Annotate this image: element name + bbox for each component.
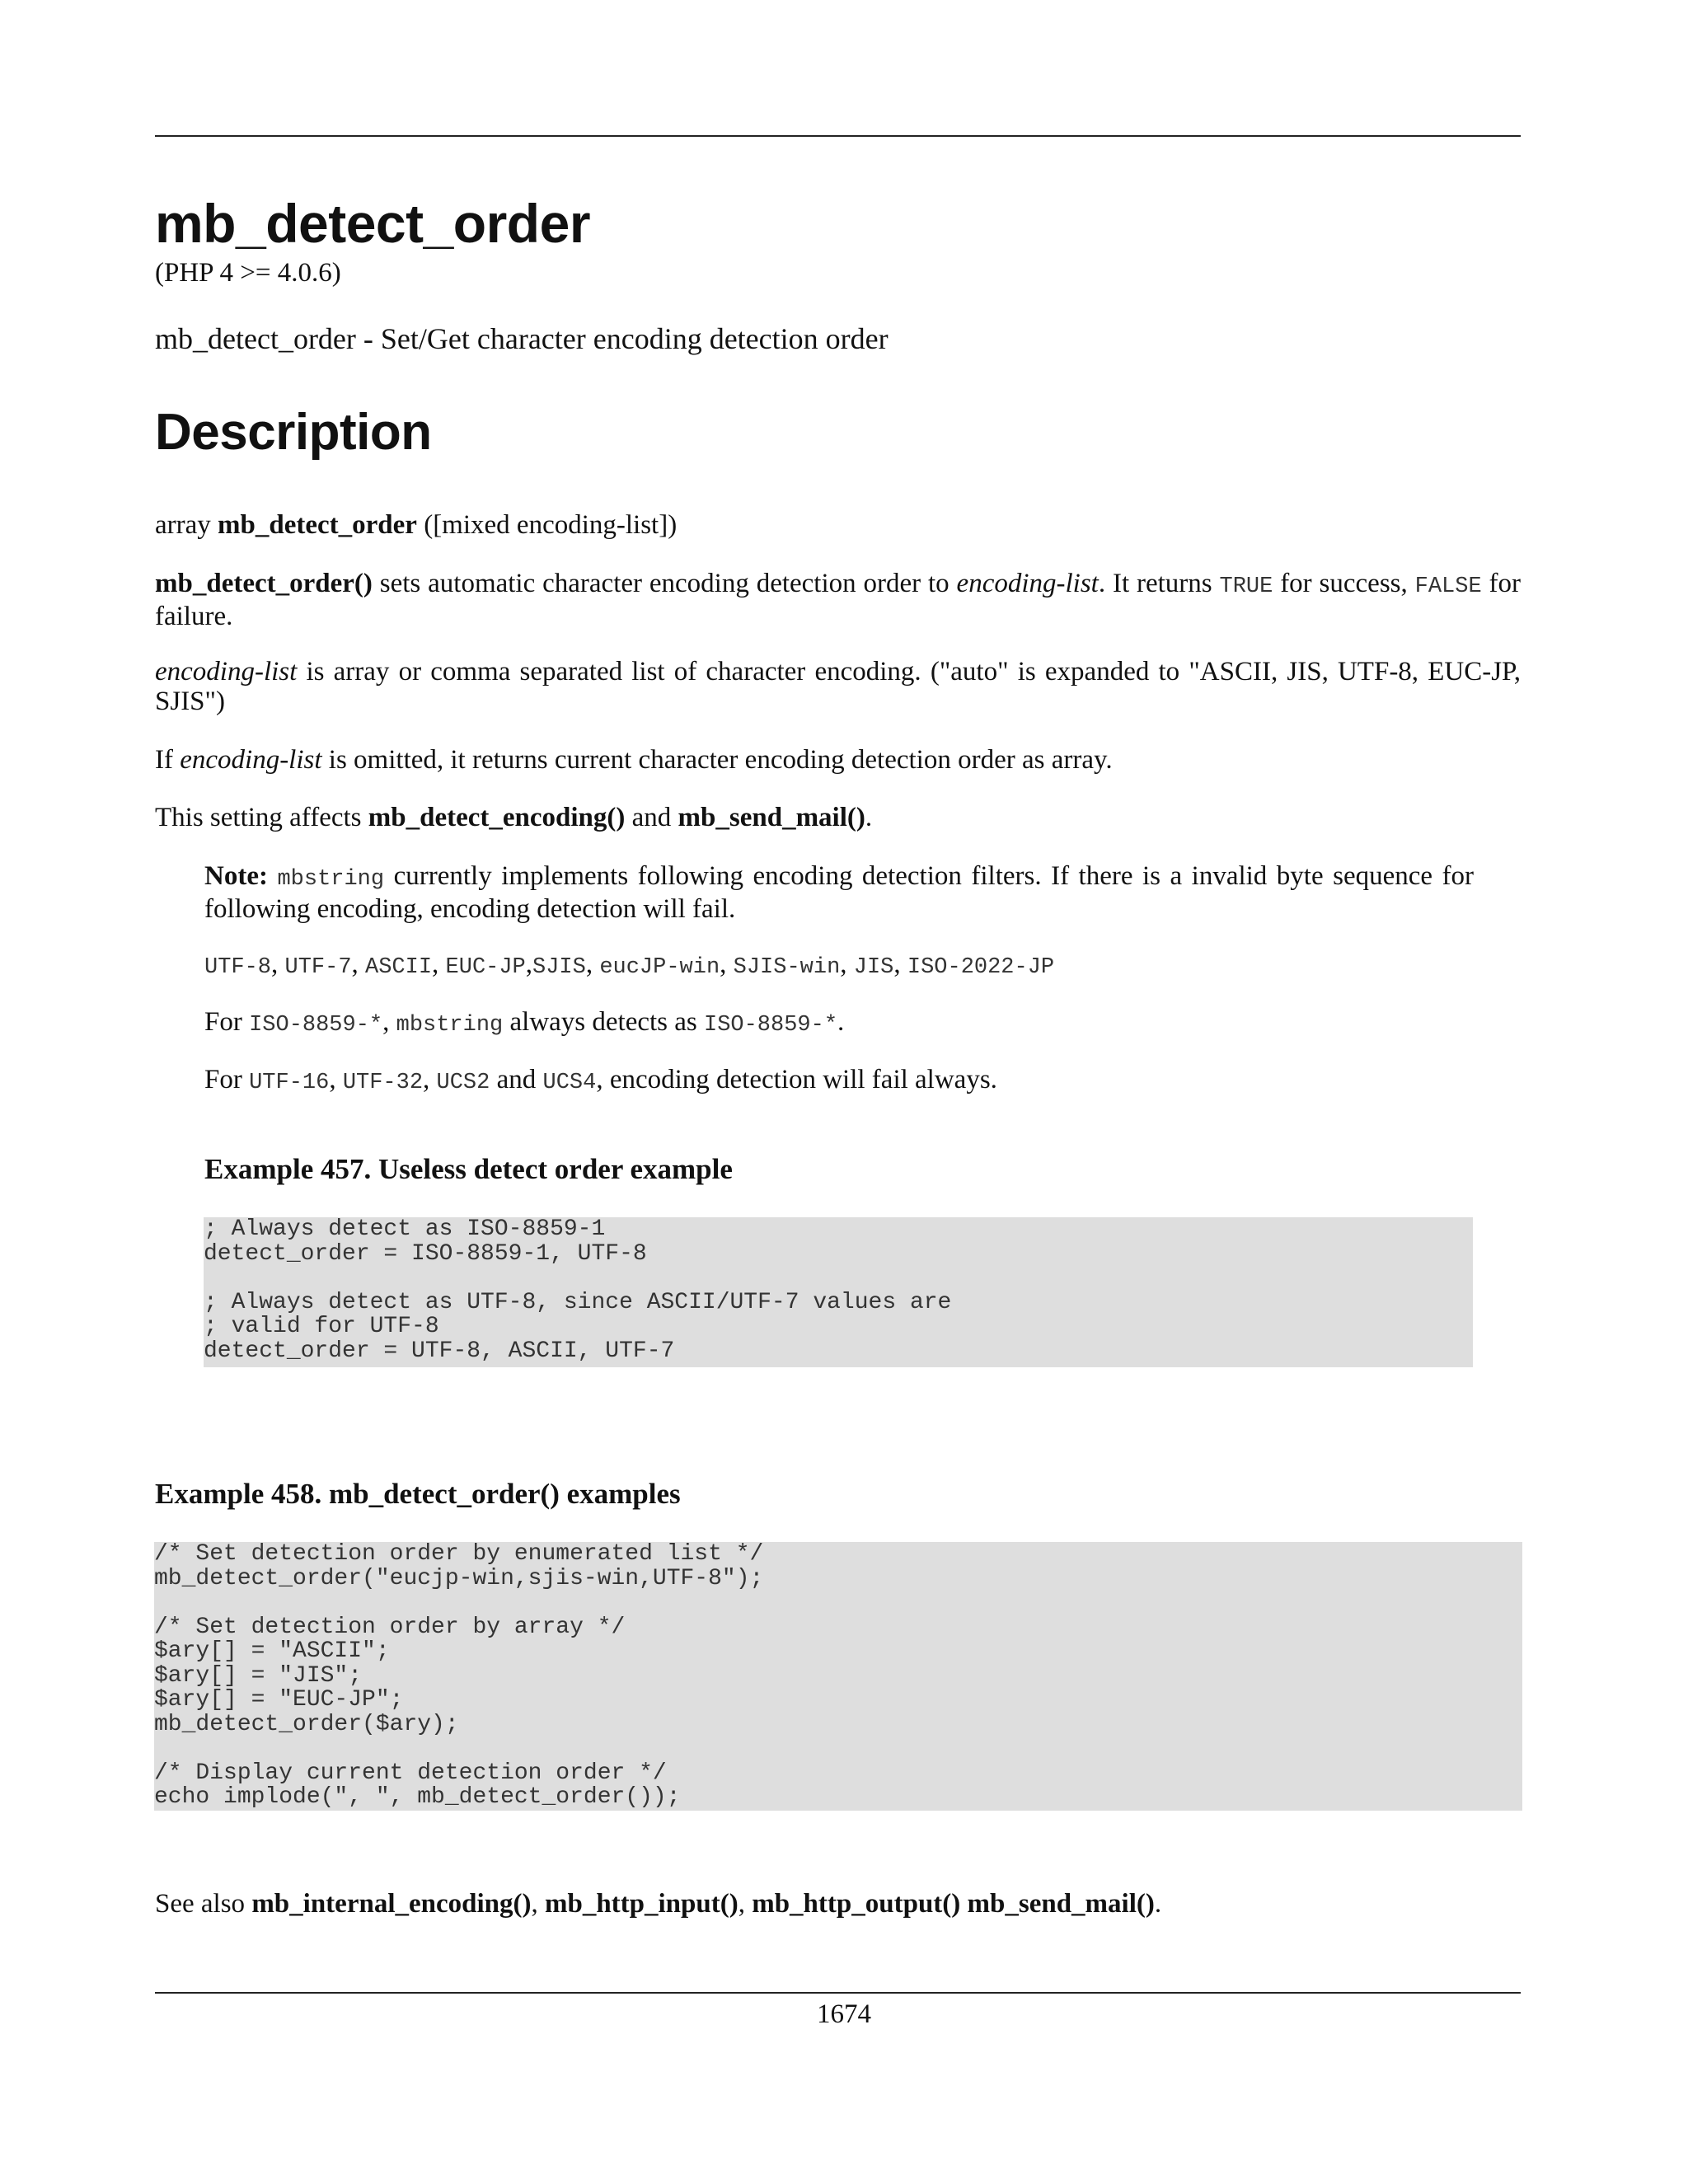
code-line: ; Always detect as UTF-8, since ASCII/UTF-7 values are [204, 1289, 952, 1315]
encoding-code: UTF-7 [284, 955, 352, 980]
encoding-list-paragraph [155, 657, 1521, 716]
code-line: ; valid for UTF-8 [204, 1314, 439, 1339]
code-line: $ary[] = "ASCII"; [154, 1638, 390, 1664]
param-ref: encoding-list [180, 745, 322, 775]
text-run: . [837, 1007, 845, 1037]
constant-false: FALSE [1414, 574, 1482, 599]
constant-true: TRUE [1219, 574, 1273, 599]
encoding-separator: , [840, 949, 854, 979]
code-line: echo implode(", ", mb_detect_order()); [154, 1784, 681, 1810]
encoding-separator: , [271, 949, 285, 979]
note-label: Note: [204, 861, 268, 891]
text-run: always detects as [503, 1007, 704, 1037]
encoding-code: ASCII [365, 955, 433, 980]
encoding-code: UCS4 [542, 1071, 597, 1095]
example-457-title: Example 457. Useless detect order example [204, 1153, 733, 1185]
text-run: This setting affects [155, 803, 368, 832]
text-run: , [738, 1889, 753, 1919]
encoding-code: SJIS-win [733, 955, 841, 980]
encoding-separator: , [525, 949, 533, 979]
encoding-code: UTF-16 [249, 1071, 330, 1095]
top-rule [155, 135, 1521, 137]
version-info: (PHP 4 >= 4.0.6) [155, 258, 341, 288]
encoding-separator: , [432, 949, 446, 979]
code-line: detect_order = UTF-8, ASCII, UTF-7 [204, 1338, 675, 1364]
encoding-code: mbstring [396, 1013, 504, 1038]
encoding-code: JIS [853, 955, 894, 980]
synopsis-params: ([mixed encoding-list]) [424, 510, 678, 540]
text-run: , [531, 1889, 545, 1919]
utf-fail-note [204, 1065, 997, 1098]
text-run: for failure. [155, 569, 1522, 631]
description-heading: Description [155, 404, 432, 461]
text-run: For [204, 1007, 250, 1037]
encoding-separator: , [351, 949, 366, 979]
code-line: ; Always detect as ISO-8859-1 [204, 1216, 606, 1242]
text-run: . [865, 803, 873, 832]
encoding-separator: , [585, 949, 600, 979]
text-run: . [1154, 1889, 1162, 1919]
encoding-code: SJIS [532, 955, 586, 980]
text-run: For [204, 1065, 250, 1094]
function-link-send-mail[interactable]: mb_send_mail() [678, 803, 865, 832]
text-run: , [423, 1065, 437, 1094]
synopsis-return-type: array [155, 510, 211, 540]
encoding-code: UTF-8 [204, 955, 272, 980]
synopsis-function-name: mb_detect_order [218, 510, 417, 540]
text-run: See also [155, 1889, 252, 1919]
text-run: , [382, 1007, 396, 1037]
text-run: . It returns [1098, 569, 1220, 598]
code-line: mb_detect_order($ary); [154, 1711, 459, 1737]
function-link-send-mail[interactable]: mb_send_mail() [967, 1889, 1155, 1919]
function-link-http-output[interactable]: mb_http_output() [752, 1889, 961, 1919]
text-run: currently implements following encoding detection filters. If there is a invalid byte sequence for following encoding, encoding detection will fail. [204, 861, 1475, 924]
text-run [960, 1889, 967, 1919]
encoding-code: EUC-JP [445, 955, 526, 980]
function-synopsis [155, 510, 677, 540]
function-link-http-input[interactable]: mb_http_input() [544, 1889, 738, 1919]
function-link-internal-encoding[interactable]: mb_internal_encoding() [251, 1889, 532, 1919]
code-line: $ary[] = "EUC-JP"; [154, 1687, 404, 1713]
affects-paragraph [155, 803, 872, 832]
encoding-filter-list [204, 949, 1054, 982]
text-run: and [625, 803, 678, 832]
code-line: /* Set detection order by enumerated list */ [154, 1541, 764, 1567]
code-line [204, 1266, 1473, 1291]
code-line [154, 1591, 1522, 1615]
text-run: sets automatic character encoding detection order to [372, 569, 957, 598]
code-line: detect_order = ISO-8859-1, UTF-8 [204, 1240, 647, 1267]
code-line: $ary[] = "JIS"; [154, 1662, 363, 1689]
example-458-title: Example 458. mb_detect_order() examples [155, 1478, 681, 1510]
code-line: mb_detect_order("eucjp-win,sjis-win,UTF-8"); [154, 1565, 764, 1591]
code-line [154, 1736, 1522, 1761]
text-run: , encoding detection will fail always. [596, 1065, 997, 1094]
example-457-code-block [204, 1217, 1473, 1367]
encoding-separator: , [720, 949, 734, 979]
code-line: /* Display current detection order */ [154, 1760, 667, 1786]
encoding-code: UCS2 [436, 1071, 490, 1095]
encoding-code: eucJP-win [599, 955, 720, 980]
text-run: and [490, 1065, 543, 1094]
code-line: /* Set detection order by array */ [154, 1614, 626, 1640]
encoding-code: ISO-2022-JP [907, 955, 1055, 980]
text-run: is omitted, it returns current character encoding detection order as array. [321, 745, 1113, 775]
omitted-paragraph [155, 745, 1113, 775]
encoding-separator: , [893, 949, 907, 979]
param-ref: encoding-list [956, 569, 1099, 598]
text-run: , [329, 1065, 343, 1094]
text-run: is array or comma separated list of character encoding. ("auto" is expanded to "ASCII, JIS, UTF-8, EUC-JP, SJIS") [155, 657, 1521, 716]
description-paragraph [155, 569, 1521, 631]
encoding-code: ISO-8859-* [249, 1013, 383, 1038]
param-ref: encoding-list [155, 657, 298, 687]
example-458-code-block [154, 1542, 1522, 1811]
page-title: mb_detect_order [155, 193, 591, 254]
encoding-code: ISO-8859-* [704, 1013, 838, 1038]
text-run: If [155, 745, 181, 775]
summary-line: mb_detect_order - Set/Get character encoding detection order [155, 322, 889, 355]
mbstring-code: mbstring [277, 867, 385, 892]
text-run: for success, [1273, 569, 1415, 598]
iso-8859-note [204, 1007, 844, 1040]
encoding-code: UTF-32 [342, 1071, 424, 1095]
note-paragraph [204, 861, 1474, 924]
bottom-rule [155, 1992, 1521, 1994]
page-number: 1674 [817, 1999, 871, 2029]
see-also-line [155, 1889, 1161, 1919]
function-ref: mb_detect_order() [155, 569, 373, 598]
function-link-detect-encoding[interactable]: mb_detect_encoding() [368, 803, 626, 832]
